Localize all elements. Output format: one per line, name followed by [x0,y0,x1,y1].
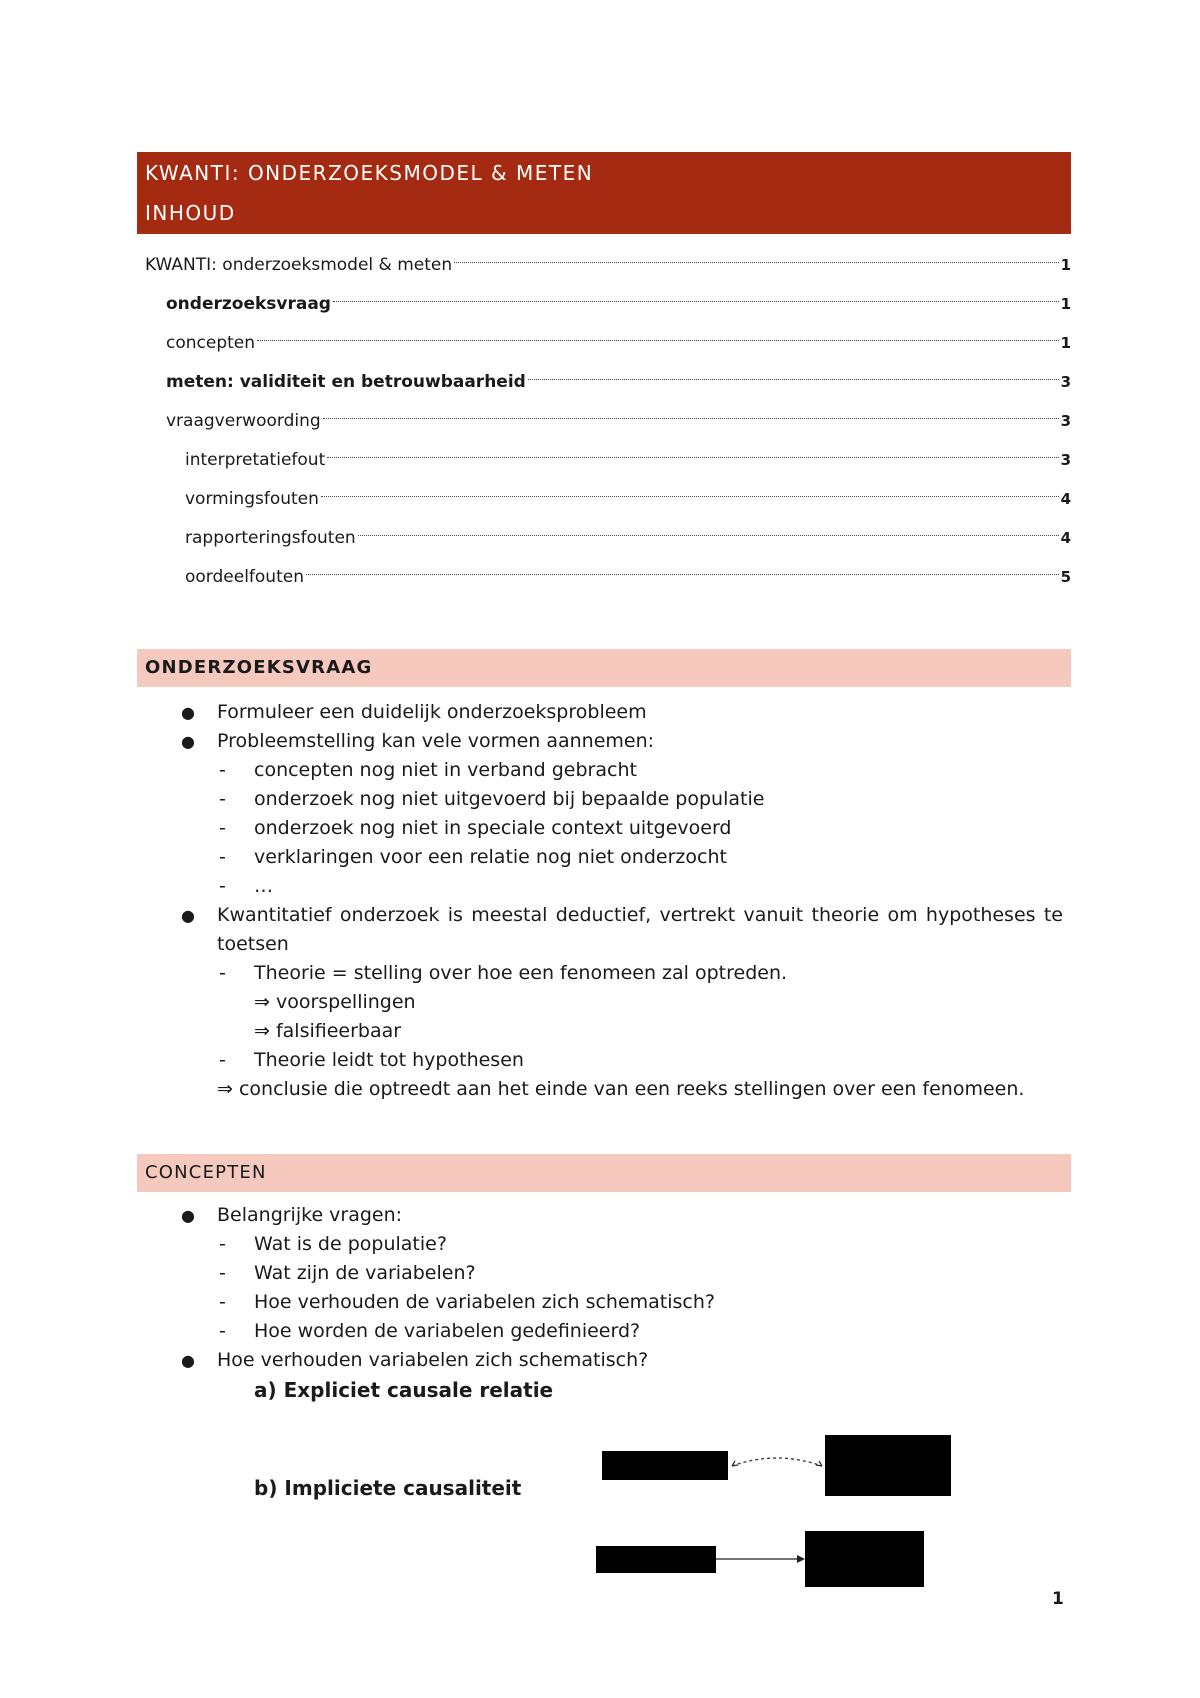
document-title: KWANTI: ONDERZOEKSMODEL & METEN [145,161,594,185]
diagram-a-dashed-arrow [728,1448,826,1472]
diagram-b-right-box [805,1531,924,1587]
bullet-item: ● Belangrijke vragen: [181,1204,403,1226]
dash-item: - Wat is de populatie? [219,1233,447,1255]
table-of-contents [137,246,1071,597]
arrow-line: ⇒ falsifieerbaar [254,1020,402,1042]
title-band [137,152,1071,234]
page-number: 1 [1052,1589,1064,1609]
dash-item: - onderzoek nog niet in speciale context uitgevoerd [219,817,732,839]
diagram-a-left-box [602,1451,728,1480]
dash-item: - Hoe worden de variabelen gedefinieerd? [219,1320,641,1342]
diagram-b-left-box [596,1546,716,1573]
toc-entry[interactable]: meten: validiteit en betrouwbaarheid 3 [166,372,1071,392]
diagram-b-arrow [716,1553,806,1565]
dash-item: - verklaringen voor een relatie nog niet onderzocht [219,846,727,868]
bullet-item: ● Formuleer een duidelijk onderzoeksprobleem [181,701,647,723]
dash-item: - … [219,875,273,897]
toc-entry[interactable]: oordeelfouten 5 [185,567,1071,587]
dash-item: - onderzoek nog niet uitgevoerd bij bepaalde populatie [219,788,765,810]
bullet-item: ● Probleemstelling kan vele vormen aannemen: [181,730,655,752]
section-heading-onderzoeksvraag: ONDERZOEKSVRAAG [137,649,1071,687]
toc-entry[interactable]: vraagverwoording 3 [166,411,1071,431]
bullet-item: ● Hoe verhouden variabelen zich schematisch? [181,1349,649,1371]
diagram-a-right-box [825,1435,951,1496]
bullet-item: ● Kwantitatief onderzoek is meestal deductief, vertrekt vanuit theorie om hypotheses te toetsen [181,904,1063,955]
toc-entry[interactable]: rapporteringsfouten 4 [185,528,1071,548]
dash-item: - Wat zijn de variabelen? [219,1262,476,1284]
conclusion-text: ⇒ conclusie die optreedt aan het einde van een reeks stellingen over een fenomeen. [217,1078,1025,1100]
toc-entry[interactable]: KWANTI: onderzoeksmodel & meten 1 [145,255,1071,275]
arrow-line: ⇒ voorspellingen [254,991,416,1013]
dash-item: - Theorie leidt tot hypothesen [219,1049,524,1071]
toc-entry[interactable]: interpretatiefout 3 [185,450,1071,470]
dash-item: - Theorie = stelling over hoe een fenomeen zal optreden. [219,962,788,984]
toc-heading: INHOUD [145,201,236,225]
toc-entry[interactable]: vormingsfouten 4 [185,489,1071,509]
document-page [137,152,1071,1503]
subheading-implicit-causal: b) Impliciete causaliteit [254,1476,522,1500]
section-heading-concepten: CONCEPTEN [137,1154,1071,1192]
subheading-explicit-causal: a) Expliciet causale relatie [254,1378,554,1402]
dash-item: - concepten nog niet in verband gebracht [219,759,637,781]
toc-entry[interactable]: onderzoeksvraag 1 [166,294,1071,314]
toc-entry[interactable]: concepten 1 [166,333,1071,353]
dash-item: - Hoe verhouden de variabelen zich schematisch? [219,1291,716,1313]
